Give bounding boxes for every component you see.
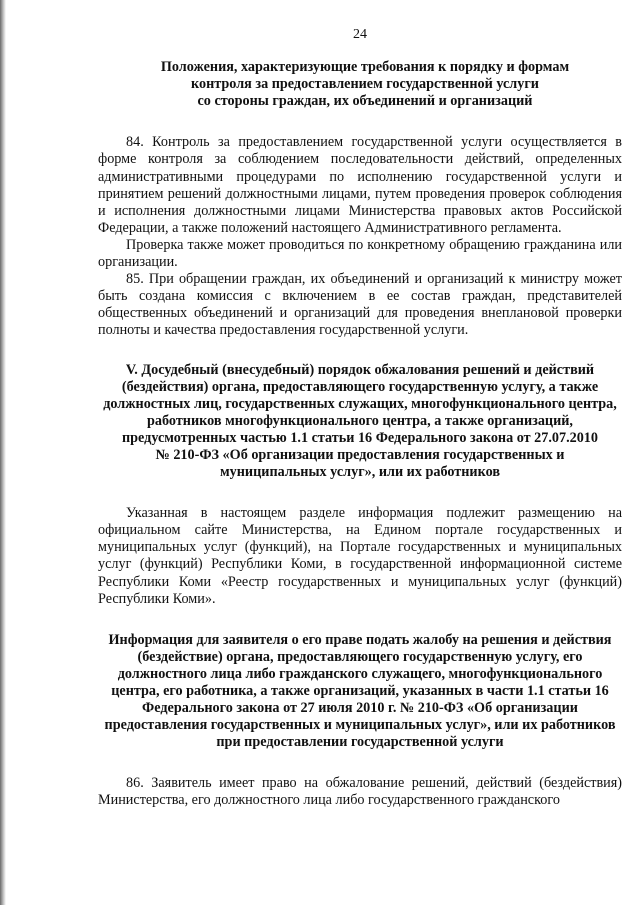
paragraph-86: 86. Заявитель имеет право на обжалование решений, действий (бездействия) Министерства, его должностного лица либо государственного гражданского xyxy=(98,775,622,809)
paragraph-84: 84. Контроль за предоставлением государственной услуги осуществляется в форме контроля за соблюдением последовательности действий, определенных административными процедурами по исполнению государственной услуги и принятием решений должностными лицами, путем проведения проверок соблюдения и исполнения должностными лицами Министерства правовых актов Российской Федерации, а также положений настоящего Административного регламента. xyxy=(98,134,622,236)
paragraph-85: 85. При обращении граждан, их объединений и организаций к министру может быть создана комиссия с включением в ее состав граждан, представителей общественных объединений и организаций для проведения внеплановой проверки полноты и качества предоставления государственной услуги. xyxy=(98,271,622,339)
section-heading-appeal: V. Досудебный (внесудебный) порядок обжалования решений и действий (бездействия) органа, предоставляющего государственную услугу, а также должностных лиц, государственных служащих, многофункционального центра, работников многофункционального центра, а также организаций, предусмотренных частью 1.1 статьи 16 Федерального закона от 27.07.2010 № 210-ФЗ «Об организации предоставления государственных и муниципальных услуг», или их работников xyxy=(103,361,617,481)
document-page xyxy=(98,26,622,810)
scan-edge xyxy=(0,0,6,905)
page-number: 24 xyxy=(353,27,367,42)
section-heading-control: Положения, характеризующие требования к порядку и формам контроля за предоставлением государственной услуги со стороны граждан, их объединений и организаций xyxy=(160,59,570,110)
section-heading-complaint-right: Информация для заявителя о его праве подать жалобу на решения и действия (бездействие) органа, предоставляющего государственную услугу, его должностного лица либо гражданского служащего, многофункционального центра, его работника, а также организаций, указанных в части 1.1 статьи 16 Федерального закона от 27 июля 2010 г. № 210-ФЗ «Об организации предоставления государственных и муниципальных услуг», или их работников при предоставлении государственной услуги xyxy=(104,631,616,751)
paragraph-check: Проверка также может проводиться по конкретному обращению гражданина или организации. xyxy=(98,236,622,271)
paragraph-info-placement: Указанная в настоящем разделе информация подлежит размещению на официальном сайте Министерства, на Едином портале государственных и муниципальных услуг (функций), на Портале государственных и муниципальных услуг (функций) Республики Коми, в государственной информационной системе Республики Коми «Реестр государственных и муниципальных услуг (функций) Республики Коми». xyxy=(98,505,622,607)
